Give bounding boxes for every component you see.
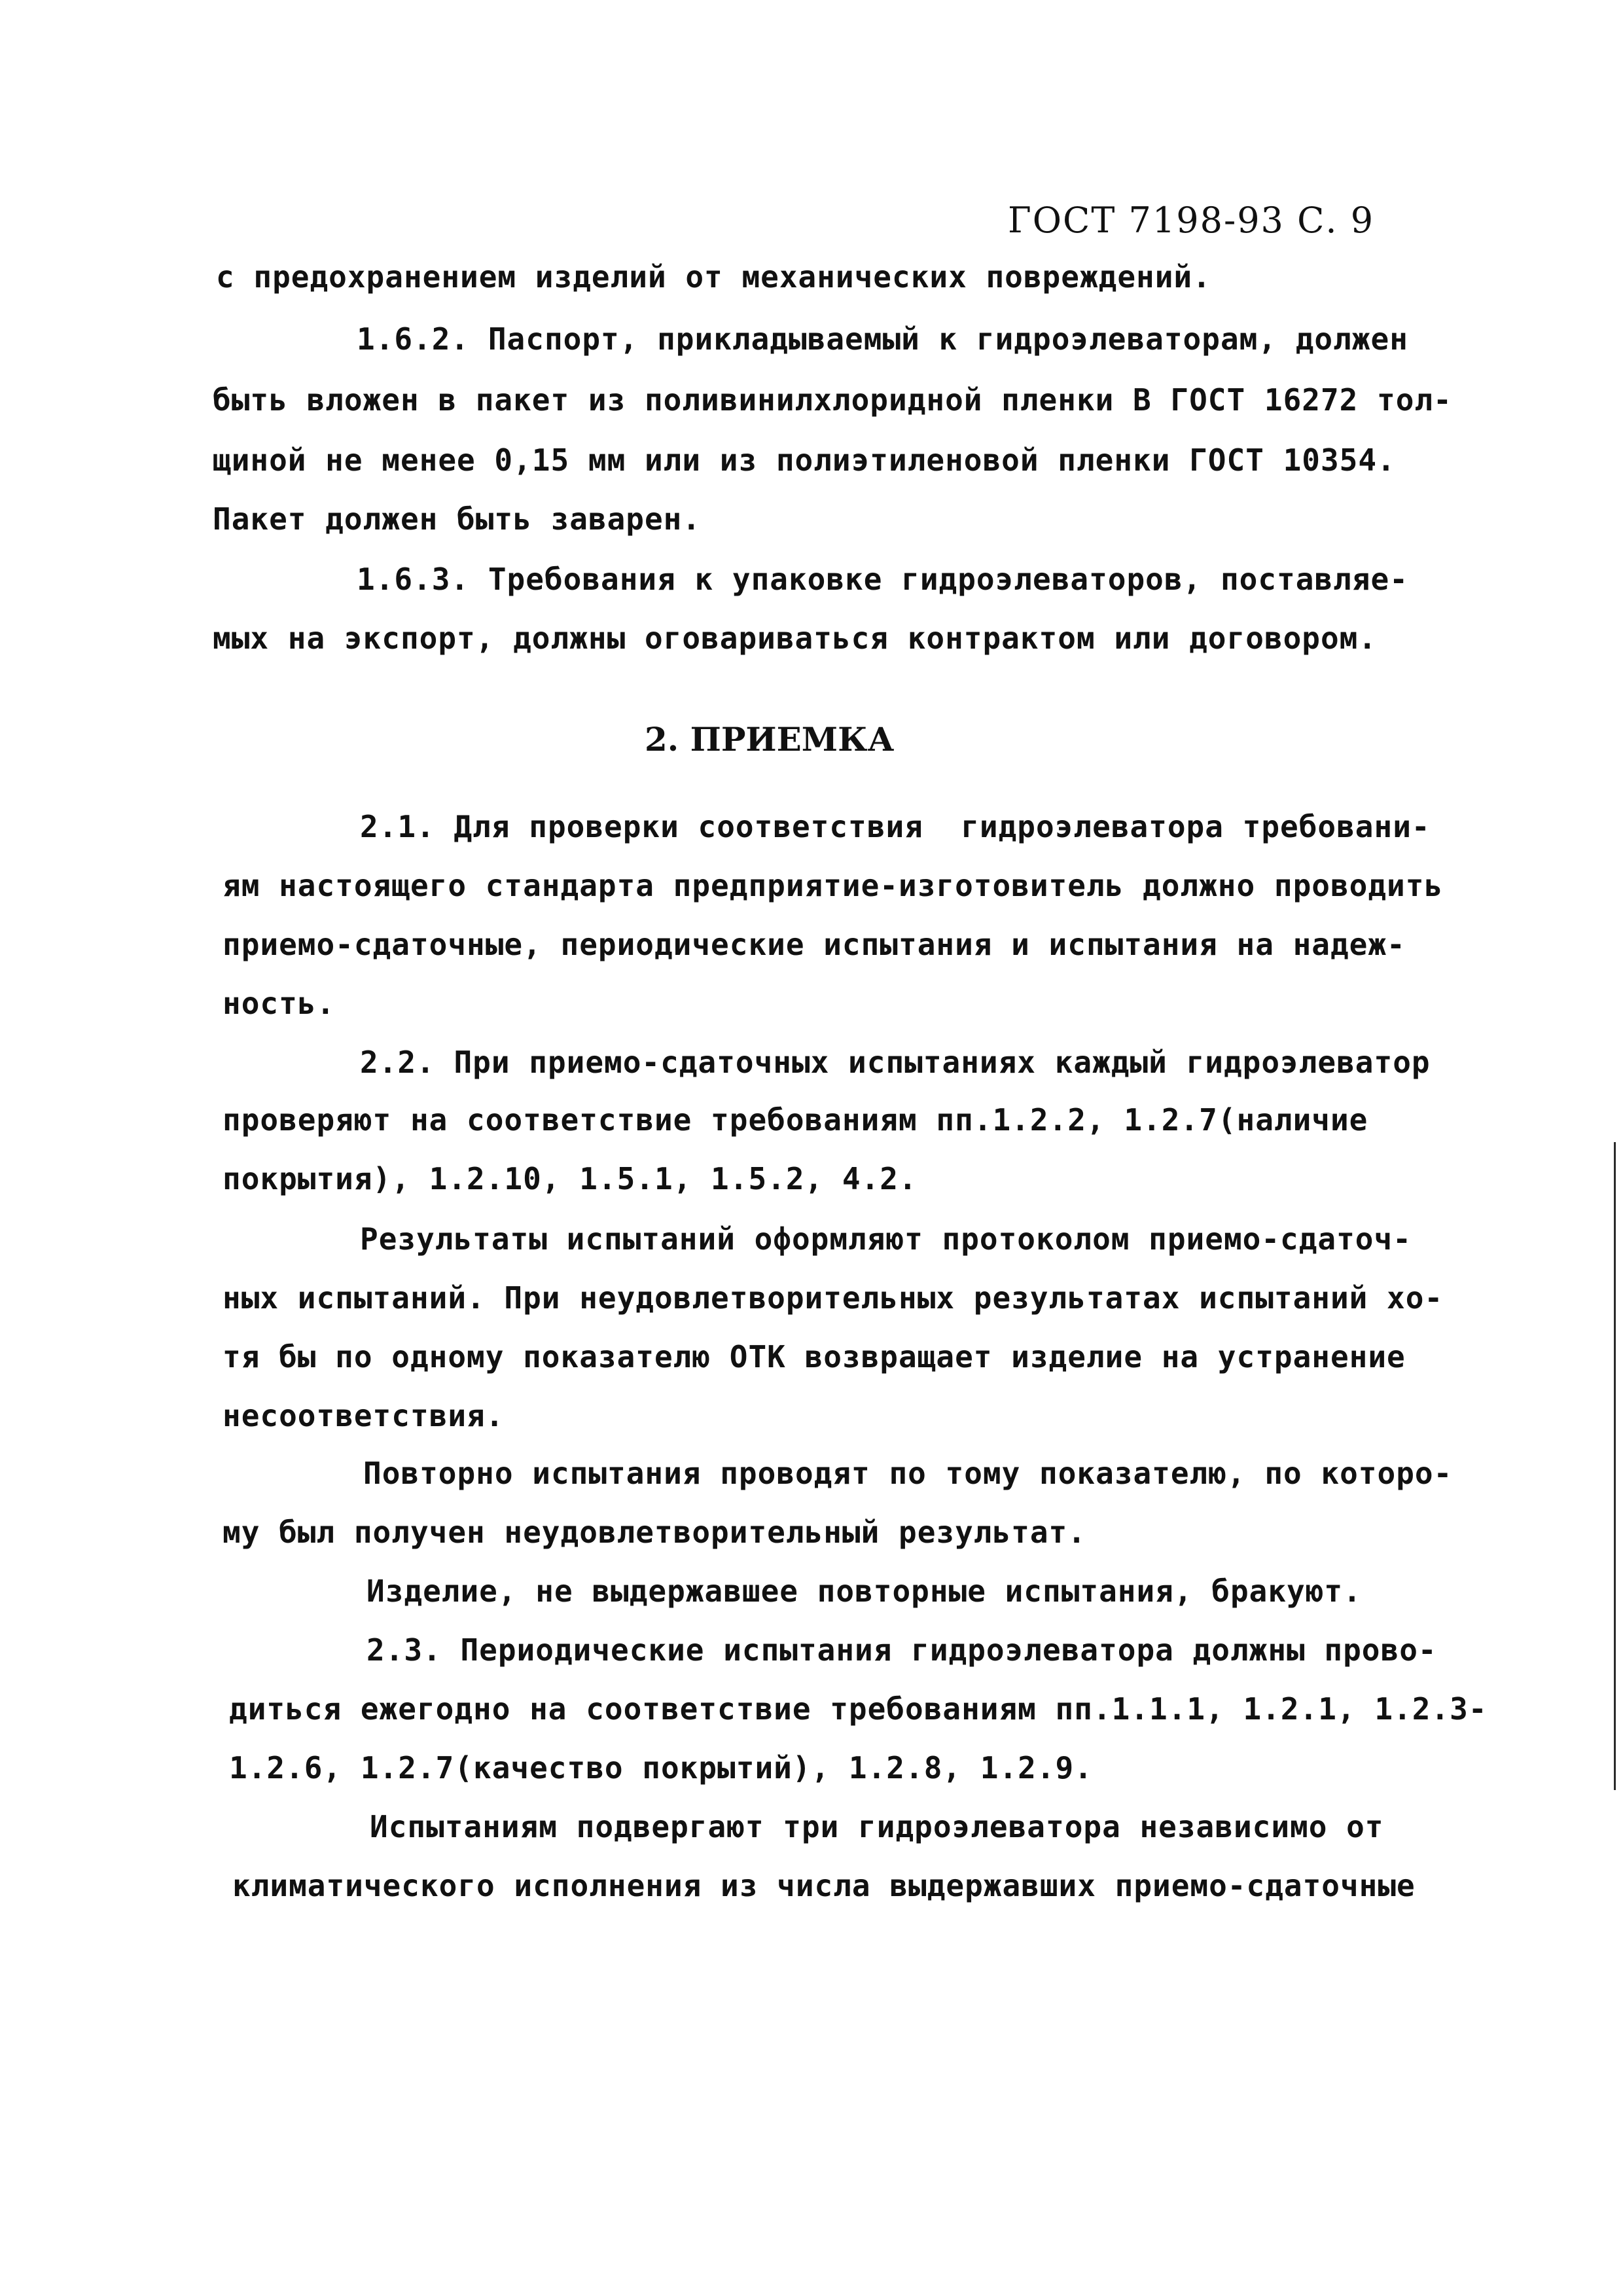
page-header: ГОСТ 7198-93 С. 9: [1008, 200, 1375, 241]
text-line: 1.2.6, 1.2.7(качество покрытий), 1.2.8, 1.2.9.: [229, 1750, 1093, 1785]
text-line: ность.: [223, 986, 336, 1021]
text-line: 1.6.3. Требования к упаковке гидроэлеваторов, поставляе-: [357, 562, 1408, 597]
text-line: приемо-сдаточные, периодические испытания и испытания на надеж-: [223, 927, 1406, 962]
text-line: 2.1. Для проверки соответствия гидроэлеватора требовани-: [360, 809, 1431, 844]
text-line: диться ежегодно на соответствие требованиям пп.1.1.1, 1.2.1, 1.2.3-: [229, 1691, 1488, 1727]
text-line: ных испытаний. При неудовлетворительных результатах испытаний хо-: [223, 1280, 1444, 1316]
text-line: Повторно испытания проводят по тому показателю, по которо-: [363, 1456, 1453, 1491]
text-line: климатического исполнения из числа выдержавших приемо-сдаточные: [232, 1868, 1416, 1903]
text-line: быть вложен в пакет из поливинилхлоридной пленки В ГОСТ 16272 тол-: [213, 382, 1452, 418]
section-heading: 2. ПРИЕМКА: [645, 720, 895, 759]
text-line: Результаты испытаний оформляют протоколом приемо-сдаточ-: [360, 1221, 1412, 1257]
text-line: покрытия), 1.2.10, 1.5.1, 1.5.2, 4.2.: [223, 1161, 918, 1196]
text-line: 2.3. Периодические испытания гидроэлеватора должны прово-: [366, 1632, 1437, 1668]
text-line: щиной не менее 0,15 мм или из полиэтиленовой пленки ГОСТ 10354.: [213, 442, 1396, 478]
text-line: Испытаниям подвергают три гидроэлеватора независимо от: [370, 1809, 1384, 1844]
text-line: му был получен неудовлетворительный результат.: [223, 1515, 1086, 1550]
text-line: Пакет должен быть заварен.: [213, 501, 702, 537]
text-line: с предохранением изделий от механических повреждений.: [216, 259, 1211, 295]
text-line: проверяют на соответствие требованиям пп.1.2.2, 1.2.7(наличие: [223, 1102, 1368, 1138]
text-line: 1.6.2. Паспорт, прикладываемый к гидроэлеваторам, должен: [357, 321, 1408, 357]
scan-edge-line: [1614, 1142, 1616, 1790]
text-line: тя бы по одному показателю ОТК возвращает изделие на устранение: [223, 1339, 1406, 1374]
text-line: мых на экспорт, должны оговариваться контрактом или договором.: [213, 620, 1378, 656]
text-line: несоответствия.: [223, 1398, 505, 1433]
text-line: 2.2. При приемо-сдаточных испытаниях каждый гидроэлеватор: [360, 1045, 1431, 1080]
text-line: ям настоящего стандарта предприятие-изготовитель должно проводить: [223, 868, 1444, 903]
text-line: Изделие, не выдержавшее повторные испытания, бракуют.: [366, 1573, 1362, 1609]
